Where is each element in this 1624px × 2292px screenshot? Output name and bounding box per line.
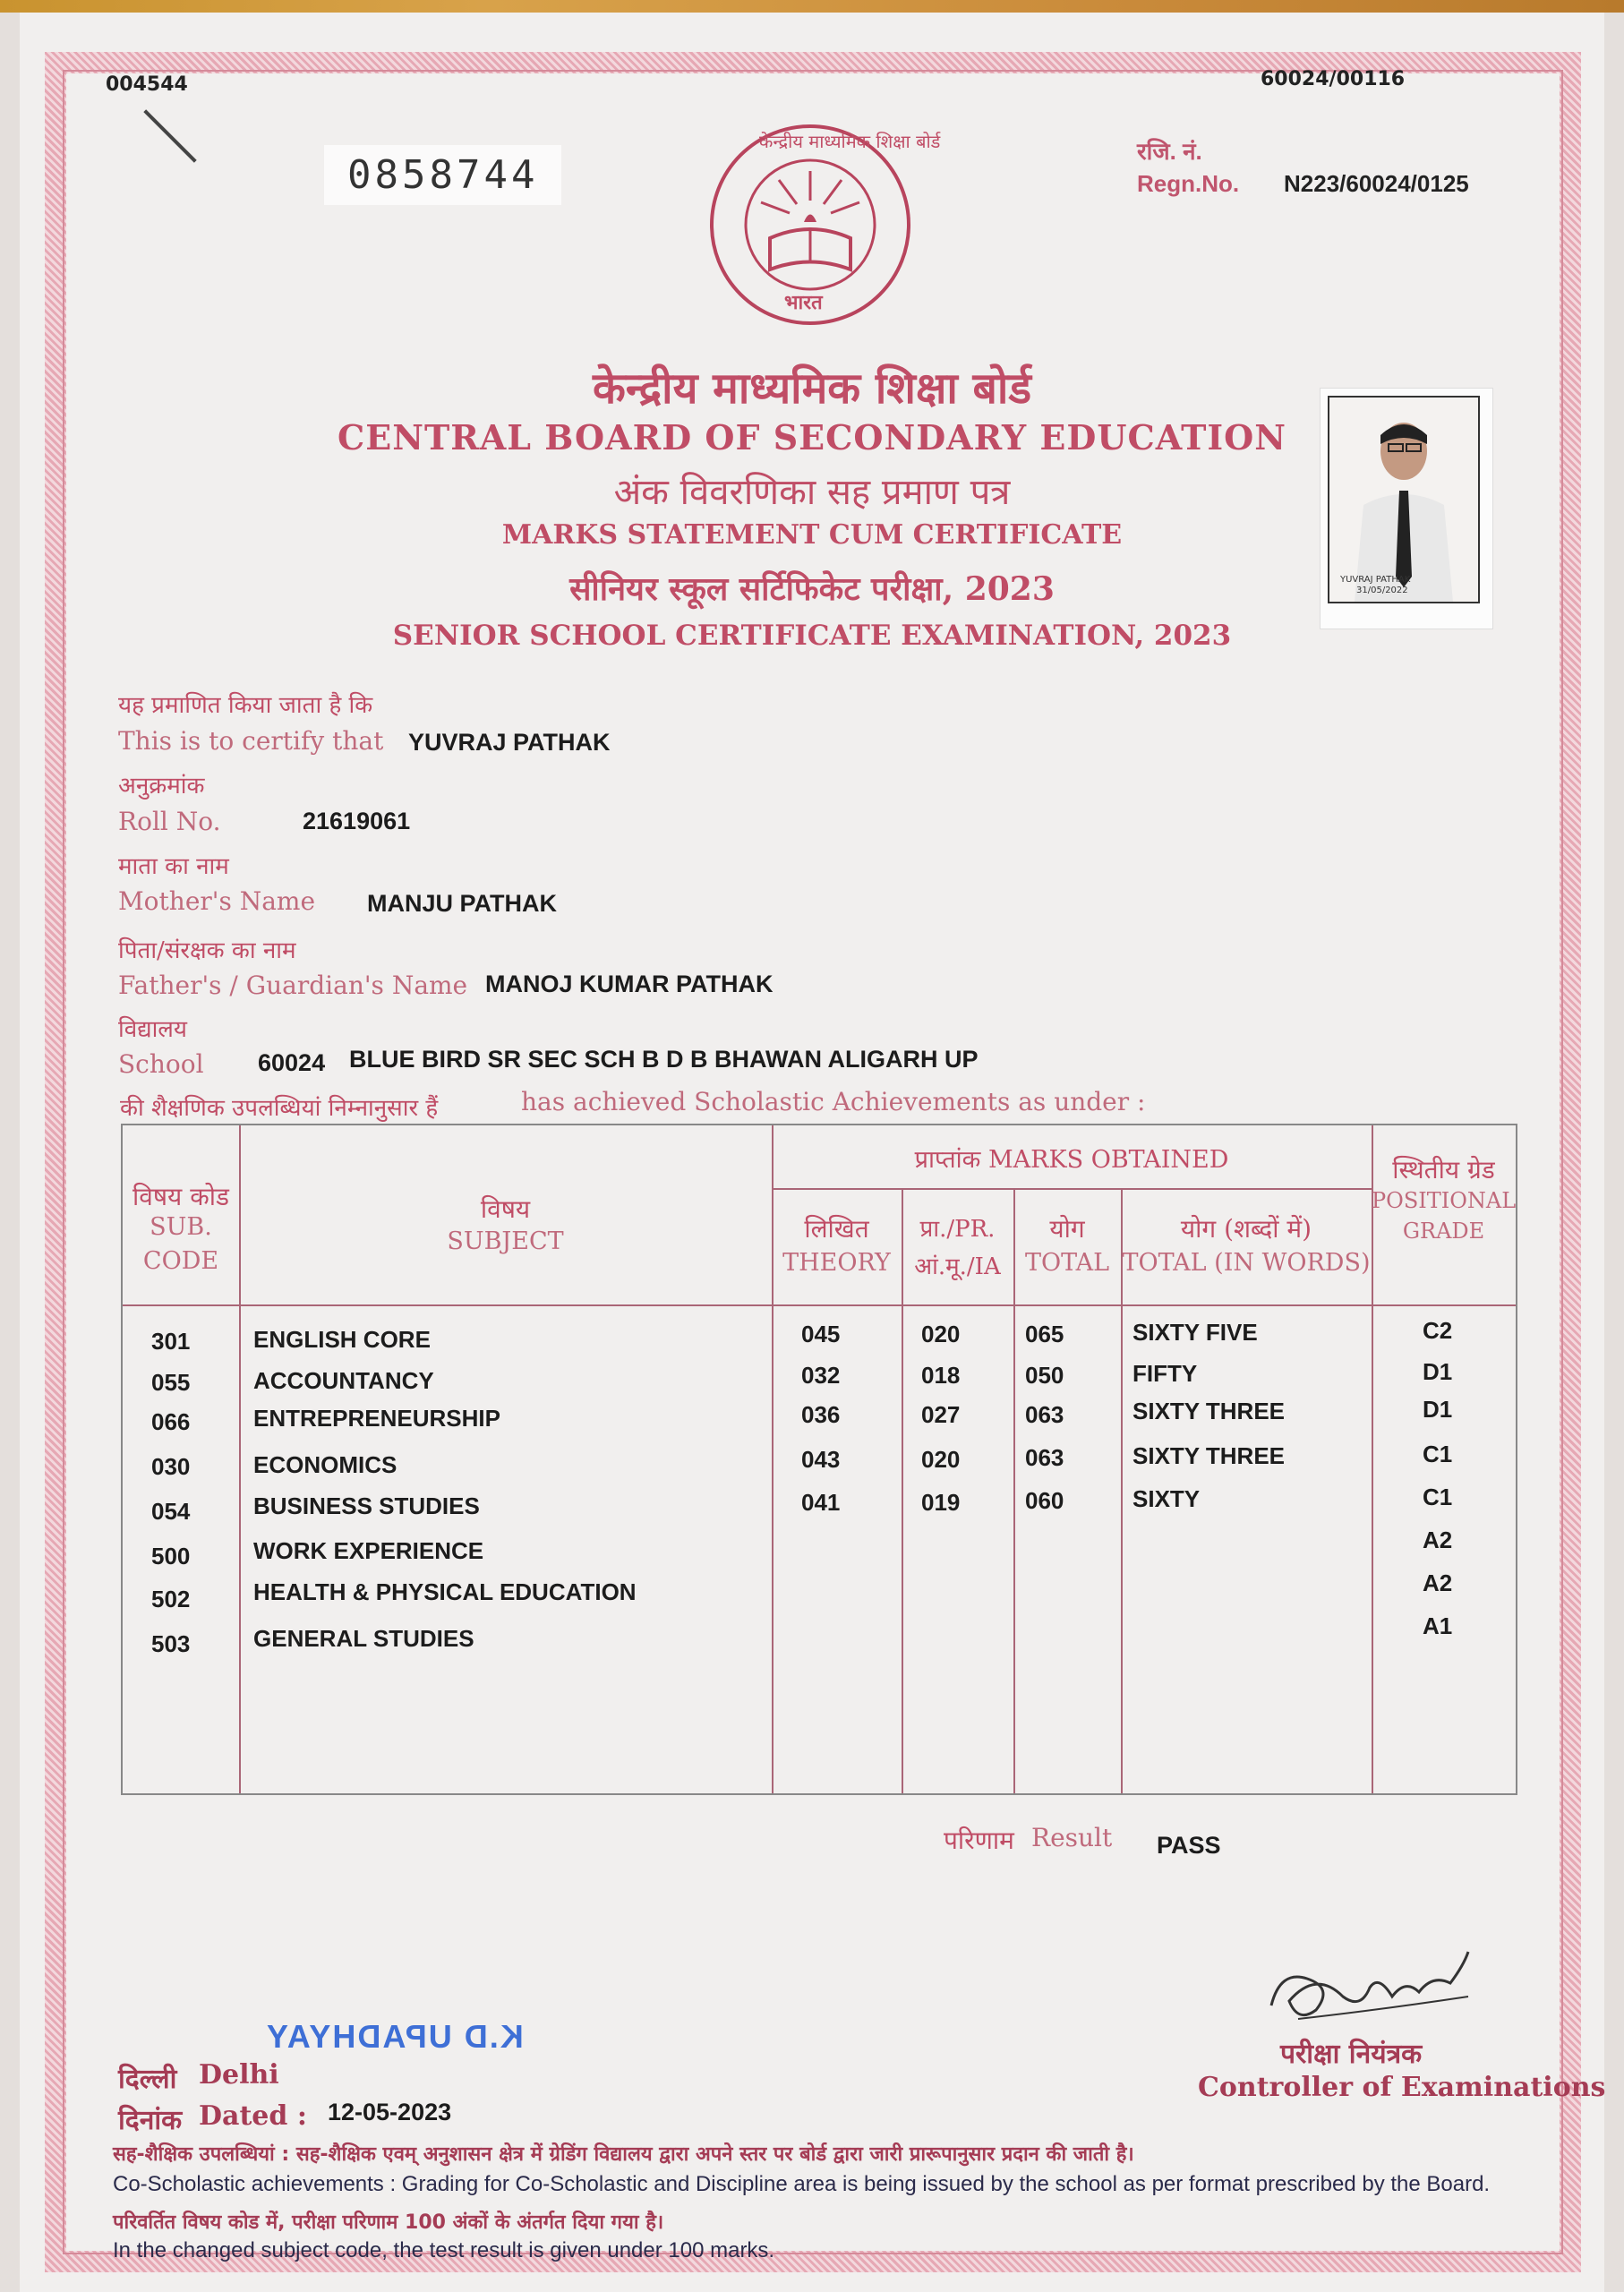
serial-number-right: 60024/00116 <box>1261 68 1406 90</box>
exam-hindi: सीनियर स्कूल सर्टिफिकेट परीक्षा, 2023 <box>569 570 1055 608</box>
header-words: TOTAL (IN WORDS) <box>1122 1249 1371 1277</box>
col-divider <box>1121 1188 1123 1793</box>
certificate-number: 0858744 <box>324 145 561 205</box>
row-1-subject: ENGLISH CORE <box>253 1326 431 1353</box>
mother-label-hindi: माता का नाम <box>118 853 229 880</box>
row-8-grade: A1 <box>1423 1612 1453 1639</box>
controller-hindi: परीक्षा नियंत्रक <box>1280 2039 1423 2070</box>
row-5-subject: BUSINESS STUDIES <box>253 1492 480 1519</box>
student-portrait <box>1329 398 1478 602</box>
row-4-grade: C1 <box>1423 1441 1453 1467</box>
row-2-subject: ACCOUNTANCY <box>253 1367 434 1394</box>
header-words-hindi: योग (शब्दों में) <box>1180 1214 1312 1244</box>
certify-label: This is to certify that <box>118 726 384 756</box>
father-label: Father's / Guardian's Name <box>118 971 468 1000</box>
header-theory: THEORY <box>782 1249 891 1277</box>
header-code-hindi: विषय कोड <box>132 1182 229 1211</box>
photo-caption: YUVRAJ PATHAK <box>1340 575 1411 585</box>
place-english: Delhi <box>199 2059 279 2091</box>
header-pr: प्रा./PR. <box>919 1216 996 1243</box>
row-8-code: 503 <box>151 1630 191 1657</box>
row-1-total: 065 <box>1025 1321 1064 1347</box>
footer-note-2: In the changed subject code, the test result is given under 100 marks. <box>113 2238 775 2262</box>
father-label-hindi: पिता/संरक्षक का नाम <box>118 937 296 964</box>
row-4-total: 063 <box>1025 1444 1064 1471</box>
father-name: MANOJ KUMAR PATHAK <box>485 971 774 997</box>
row-1-theory: 045 <box>801 1321 841 1347</box>
title-english: MARKS STATEMENT CUM CERTIFICATE <box>501 519 1123 551</box>
row-2-words: FIFTY <box>1133 1360 1198 1387</box>
row-7-subject: HEALTH & PHYSICAL EDUCATION <box>253 1578 637 1605</box>
row-3-code: 066 <box>151 1408 191 1435</box>
student-name: YUVRAJ PATHAK <box>408 729 611 756</box>
row-1-grade: C2 <box>1423 1317 1453 1344</box>
row-5-total: 060 <box>1025 1487 1064 1514</box>
row-2-code: 055 <box>151 1369 191 1396</box>
col-divider <box>1013 1188 1015 1793</box>
achieved-label-hindi: की शैक्षणिक उपलब्धियां निम्नानुसार हैं <box>120 1095 439 1122</box>
exam-english: SENIOR SCHOOL CERTIFICATE EXAMINATION, 2023 <box>392 620 1232 652</box>
photo-frame <box>1328 396 1480 603</box>
row-6-grade: A2 <box>1423 1527 1453 1553</box>
emblem-bottom-text: भारत <box>784 291 823 314</box>
header-total-hindi: योग <box>1049 1214 1085 1244</box>
roll-label: Roll No. <box>118 807 221 836</box>
header-divider <box>123 1304 1516 1306</box>
roll-label-hindi: अनुक्रमांक <box>118 773 205 800</box>
row-2-total: 050 <box>1025 1362 1064 1389</box>
controller-english: Controller of Examinations <box>1198 2072 1606 2103</box>
header-grade-2: GRADE <box>1402 1219 1485 1244</box>
row-7-code: 502 <box>151 1586 191 1612</box>
row-3-pr: 027 <box>921 1401 961 1428</box>
header-subject-hindi: विषय <box>480 1194 531 1224</box>
row-4-code: 030 <box>151 1453 191 1480</box>
row-3-words: SIXTY THREE <box>1133 1398 1286 1424</box>
row-2-grade: D1 <box>1423 1358 1453 1385</box>
header-grade-1: POSITIONAL <box>1372 1188 1517 1213</box>
mother-label: Mother's Name <box>118 886 316 916</box>
row-5-code: 054 <box>151 1498 191 1525</box>
header-marks-obtained: प्राप्तांक MARKS OBTAINED <box>914 1146 1229 1174</box>
row-5-theory: 041 <box>801 1489 841 1516</box>
header-subject: SUBJECT <box>447 1227 564 1255</box>
header-total: TOTAL <box>1024 1249 1110 1277</box>
regn-label: Regn.No. <box>1137 170 1240 197</box>
controller-signature <box>1262 1934 1477 2032</box>
row-1-code: 301 <box>151 1328 191 1355</box>
regn-number: N223/60024/0125 <box>1284 170 1469 197</box>
student-photo <box>1320 388 1493 629</box>
school-name: BLUE BIRD SR SEC SCH B D B BHAWAN ALIGARH UP <box>349 1046 979 1073</box>
row-3-total: 063 <box>1025 1401 1064 1428</box>
row-6-code: 500 <box>151 1543 191 1569</box>
school-label-hindi: विद्यालय <box>118 1016 188 1043</box>
header-theory-hindi: लिखित <box>804 1214 869 1244</box>
row-2-theory: 032 <box>801 1362 841 1389</box>
regn-label-hindi: रजि. नं. <box>1137 138 1202 165</box>
header-code-2: CODE <box>142 1247 219 1275</box>
board-name-english: CENTRAL BOARD OF SECONDARY EDUCATION <box>338 417 1286 458</box>
mother-name: MANJU PATHAK <box>367 890 557 917</box>
row-5-words: SIXTY <box>1133 1485 1201 1512</box>
row-4-pr: 020 <box>921 1446 961 1473</box>
roll-number: 21619061 <box>303 808 411 834</box>
row-4-words: SIXTY THREE <box>1133 1442 1286 1469</box>
result-label: Result <box>1031 1823 1113 1852</box>
serial-number-left: 004544 <box>106 73 188 96</box>
row-3-theory: 036 <box>801 1401 841 1428</box>
footer-note-1: Co-Scholastic achievements : Grading for Co-Scholastic and Discipline area is being issued by the school as per format prescribed by the Board. <box>113 2172 1491 2196</box>
result-value: PASS <box>1157 1832 1221 1859</box>
dated-label-hindi: दिनांक <box>118 2105 183 2136</box>
school-label: School <box>118 1049 204 1079</box>
stamp-name: K.D UPADHYAY <box>265 2018 524 2055</box>
header-ia: आं.मू./IA <box>914 1253 1001 1280</box>
place-hindi: दिल्ली <box>118 2064 177 2095</box>
row-2-pr: 018 <box>921 1362 961 1389</box>
result-label-hindi: परिणाम <box>944 1826 1014 1855</box>
dated-value: 12-05-2023 <box>328 2099 452 2125</box>
row-divider <box>772 1188 1372 1190</box>
row-4-subject: ECONOMICS <box>253 1451 397 1478</box>
row-5-grade: C1 <box>1423 1484 1453 1510</box>
certify-label-hindi: यह प्रमाणित किया जाता है कि <box>118 692 373 719</box>
dated-label: Dated : <box>199 2100 307 2132</box>
row-4-theory: 043 <box>801 1446 841 1473</box>
header-grade-hindi: स्थितीय ग्रेड <box>1392 1155 1495 1184</box>
photo-date: 31/05/2022 <box>1356 586 1408 595</box>
row-1-words: SIXTY FIVE <box>1133 1319 1258 1346</box>
footer-note-2-hindi: परिवर्तित विषय कोड में, परीक्षा परिणाम 100 अंकों के अंतर्गत दिया गया है। <box>113 2211 664 2234</box>
row-3-subject: ENTREPRENEURSHIP <box>253 1405 500 1432</box>
board-name-hindi: केन्द्रीय माध्यमिक शिक्षा बोर्ड <box>592 363 1032 414</box>
row-5-pr: 019 <box>921 1489 961 1516</box>
school-code: 60024 <box>258 1049 326 1076</box>
marks-table <box>121 1124 1517 1795</box>
row-7-grade: A2 <box>1423 1569 1453 1596</box>
footer-note-1-hindi: सह-शैक्षिक उपलब्धियां : सह-शैक्षिक एवम् अनुशासन क्षेत्र में ग्रेडिंग विद्यालय द्वारा अपने स्तर पर बोर्ड द्वारा जारी प्रारूपानुसार प्रदान की जाती है। <box>113 2143 1134 2166</box>
title-hindi: अंक विवरणिका सह प्रमाण पत्र <box>613 472 1011 513</box>
row-1-pr: 020 <box>921 1321 961 1347</box>
row-6-subject: WORK EXPERIENCE <box>253 1537 484 1564</box>
header-code-1: SUB. <box>150 1213 212 1241</box>
achieved-label: has achieved Scholastic Achievements as under : <box>521 1087 1146 1116</box>
emblem-top-text: केन्द्रीय माध्यमिक शिक्षा बोर्ड <box>759 131 941 152</box>
row-8-subject: GENERAL STUDIES <box>253 1625 474 1652</box>
top-edge-strip <box>0 0 1624 13</box>
row-3-grade: D1 <box>1423 1396 1453 1423</box>
